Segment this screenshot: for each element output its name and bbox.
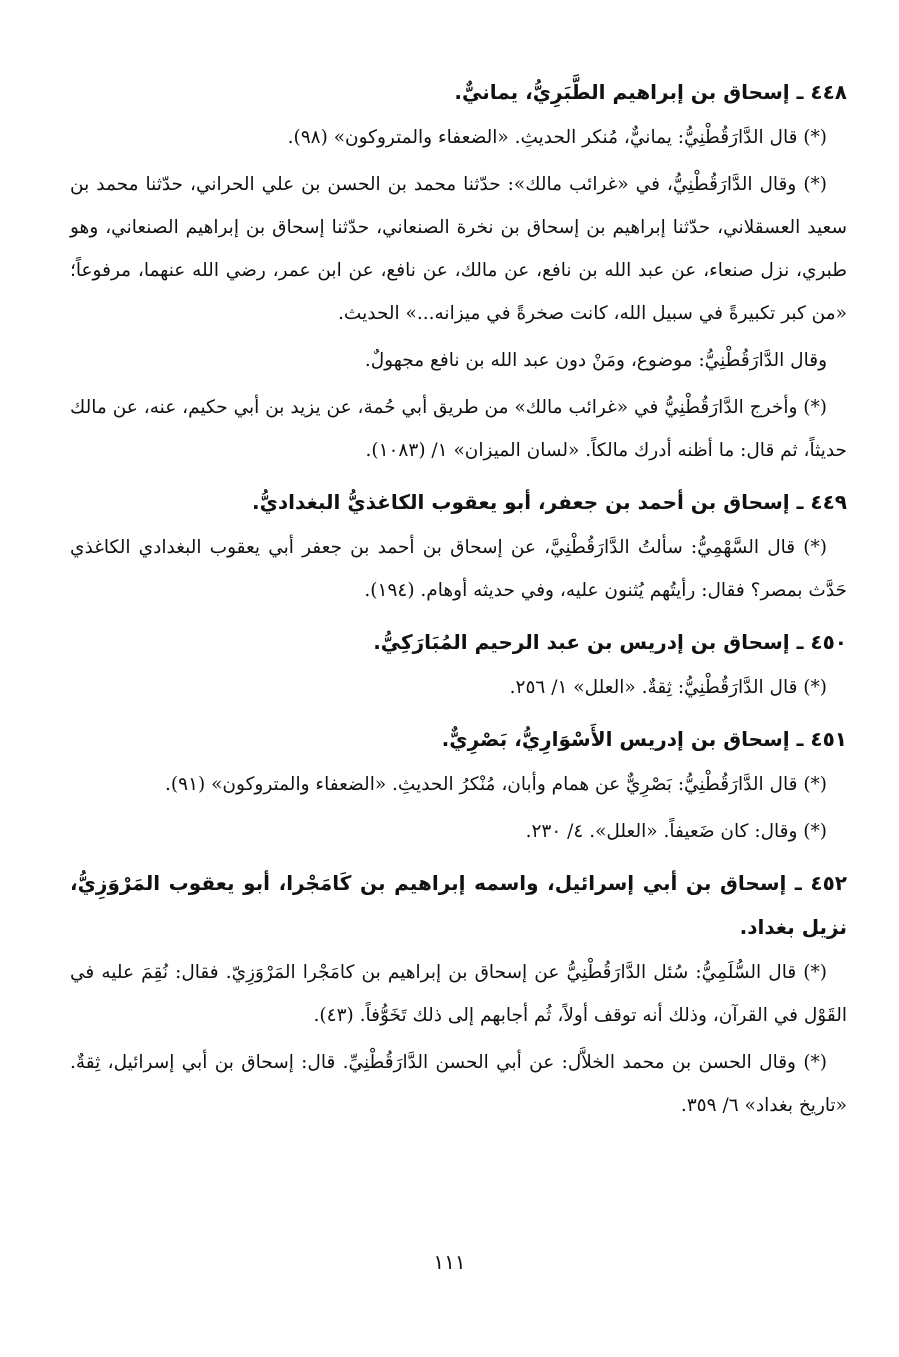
entry-heading: ٤٥١ ـ إسحاق بن إدريس الأَسْوَارِيُّ، بَصْرِيٌّ.	[441, 727, 847, 751]
entry-451	[70, 717, 847, 853]
entry-449	[70, 480, 847, 612]
page-number: ١١١	[433, 1250, 466, 1274]
page-body	[70, 70, 847, 1337]
entry-paragraph: (*) وقال: كان ضَعيفاً. «العلل». ٤/ ٢٣٠.	[525, 821, 827, 842]
entry-paragraph: (*) قال السُّلَمِيُّ: سُئل الدَّارَقُطْنِيُّ عن إسحاق بن إبراهيم بن كامَجْرا المَرْوَزِيّ. فقال: نُقِمَ عليه في القَوْل في القرآن، وذلك أنه توقف أولاً، ثُم أجابهم إلى ذلك تَخَوُّفاً. (٤٣).	[70, 962, 847, 1026]
entry-paragraph: (*) وأخرج الدَّارَقُطْنِيُّ في «غرائب مالك» من طريق أبي حُمة، عن يزيد بن أبي حكيم، عنه، عن مالك حديثاً، ثم قال: ما أظنه أدرك مالكاً. «لسان الميزان» ١/ (١٠٨٣).	[70, 397, 847, 461]
entry-paragraph: (*) قال الدَّارَقُطْنِيُّ: يمانيٌّ، مُنكر الحديثِ. «الضعفاء والمتروكون» (٩٨).	[287, 127, 827, 148]
entry-paragraph: (*) قال الدَّارَقُطْنِيُّ: بَصْرِيٌّ عن همام وأبان، مُنْكرُ الحديثِ. «الضعفاء والمتروكون» (٩١).	[165, 774, 827, 795]
entry-paragraph: (*) وقال الدَّارَقُطْنِيُّ، في «غرائب مالك»: حدّثنا محمد بن الحسن بن علي الحراني، حدّثنا محمد بن سعيد العسقلاني، حدّثنا إبراهيم بن إسحاق بن نخرة الصنعاني، حدّثنا إسحاق بن إبراهيم الصنعاني، وهو طبري، نزل صنعاء، عن عبد الله بن نافع، عن مالك، عن نافع، عن ابن عمر، رضي الله عنهما، مرفوعاً؛ «من كبر تكبيرةً في سبيل الله، كانت صخرةً في ميزانه...» الحديث.	[70, 174, 847, 324]
entry-heading: ٤٤٩ ـ إسحاق بن أحمد بن جعفر، أبو يعقوب الكاغذيُّ البغداديُّ.	[251, 490, 847, 514]
entry-paragraph: وقال الدَّارَقُطْنِيُّ: موضوع، ومَنْ دون عبد الله بن نافع مجهولٌ.	[364, 350, 827, 371]
entry-heading: ٤٤٨ ـ إسحاق بن إبراهيم الطَّبَرِيُّ، يمانيٌّ.	[454, 80, 847, 104]
entry-paragraph: (*) وقال الحسن بن محمد الخلاَّل: عن أبي الحسن الدَّارَقُطْنِيِّ. قال: إسحاق بن أبي إسرائيل، ثِقةٌ. «تاريخ بغداد» ٦/ ٣٥٩.	[70, 1052, 847, 1116]
entry-448	[70, 70, 847, 472]
entry-heading: ٤٥٠ ـ إسحاق بن إدريس بن عبد الرحيم المُبَارَكِيُّ.	[373, 630, 847, 654]
entry-paragraph: (*) قال السَّهْمِيُّ: سألتُ الدَّارَقُطْنِيَّ، عن إسحاق بن أحمد بن جعفر أبي يعقوب البغدادي الكاغذي حَدَّث بمصر؟ فقال: رأيتُهم يُثنون عليه، وفي حديثه أوهام. (١٩٤).	[70, 537, 847, 601]
entry-paragraph: (*) قال الدَّارَقُطْنِيُّ: ثِقةٌ. «العلل» ١/ ٢٥٦.	[509, 677, 827, 698]
entry-450	[70, 620, 847, 709]
entry-452	[70, 861, 847, 1127]
entry-heading: ٤٥٢ ـ إسحاق بن أبي إسرائيل، واسمه إبراهيم بن كَامَجْرا، أبو يعقوب المَرْوَزِيُّ، نزيل بغداد.	[70, 871, 847, 939]
